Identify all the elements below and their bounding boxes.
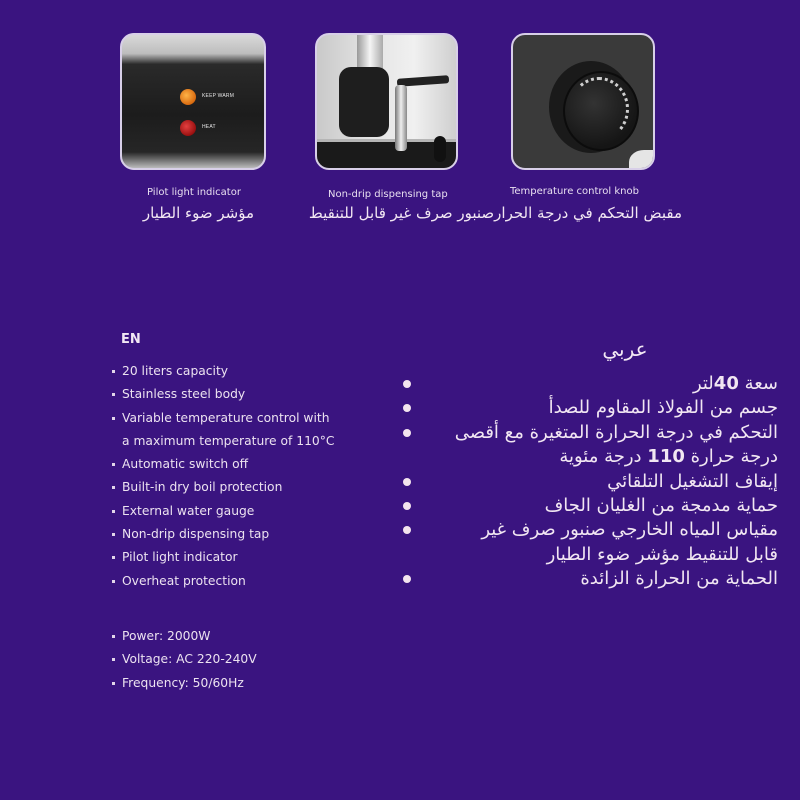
bullet-icon [403,478,411,486]
feature-item: Automatic switch off [112,455,334,478]
arabic-heading: عربي [602,337,648,361]
heat-lamp-icon [180,120,196,136]
dispensing-tap-image [315,33,458,170]
feature-item: Variable temperature control with [112,409,334,432]
pilot-light-image [120,33,266,170]
caption-tap-en: Non-drip dispensing tap [328,189,448,200]
feature-item: Non-drip dispensing tap [112,525,334,548]
feature-item: Stainless steel body [112,385,334,408]
bullet-icon [403,429,411,437]
ar-feature-item: سعة 40لتر [398,372,778,396]
ar-feature-item-continuation: درجة حرارة 110 درجة مئوية [559,446,778,468]
bullet-icon [403,380,411,388]
tap-body-shape [339,67,389,137]
feature-item: External water gauge [112,502,334,525]
spec-item-power: Power: 2000W [112,627,257,650]
feature-item: Overheat protection [112,572,334,595]
feature-item-continuation: a maximum temperature of 110°C [122,433,335,448]
ar-feature-item-continuation: قابل للتنقيط مؤشر ضوء الطيار [546,543,778,565]
knob-scale-ticks [569,77,629,141]
caption-pilot-light-ar: مؤشر ضوء الطيار [142,204,254,222]
bullet-icon [403,526,411,534]
english-feature-list [112,362,334,595]
spec-item-voltage: Voltage: AC 220-240V [112,650,257,673]
ar-feature-item: إيقاف التشغيل التلقائي [398,470,778,494]
ar-feature-item: جسم من الفولاذ المقاوم للصدأ [398,396,778,420]
feature-item: 20 liters capacity [112,362,334,385]
english-spec-list [112,627,257,697]
caption-pilot-light-en: Pilot light indicator [147,187,241,198]
keep-warm-label: KEEP WARM [202,93,235,99]
heat-label: HEAT [202,124,216,130]
english-heading: EN [121,332,141,347]
gauge-rod-shape [357,35,383,71]
tap-spout-icon [395,85,407,151]
feature-item: Pilot light indicator [112,548,334,571]
keep-warm-lamp-icon [180,89,196,105]
bullet-icon [403,404,411,412]
caption-tap-knob-ar: مقبض التحكم في درجة الحرارصنبور صرف غير قابل للتنقيط [308,204,682,222]
corner-highlight-shape [629,150,655,170]
bullet-icon [403,502,411,510]
ar-feature-item: حماية مدمجة من الغليان الجاف [398,494,778,518]
spec-item-frequency: Frequency: 50/60Hz [112,674,257,697]
ar-feature-item: الحماية من الحرارة الزائدة [398,567,778,591]
temperature-knob-image [511,33,655,170]
caption-knob-en: Temperature control knob [510,186,639,197]
arabic-feature-list [398,372,778,592]
feature-item: Built-in dry boil protection [112,478,334,501]
ar-feature-item: التحكم في درجة الحرارة المتغيرة مع أقصى [398,421,778,445]
bullet-icon [403,575,411,583]
ar-feature-item: مقياس المياه الخارجي صنبور صرف غير [398,518,778,542]
wheel-shape [434,136,446,162]
